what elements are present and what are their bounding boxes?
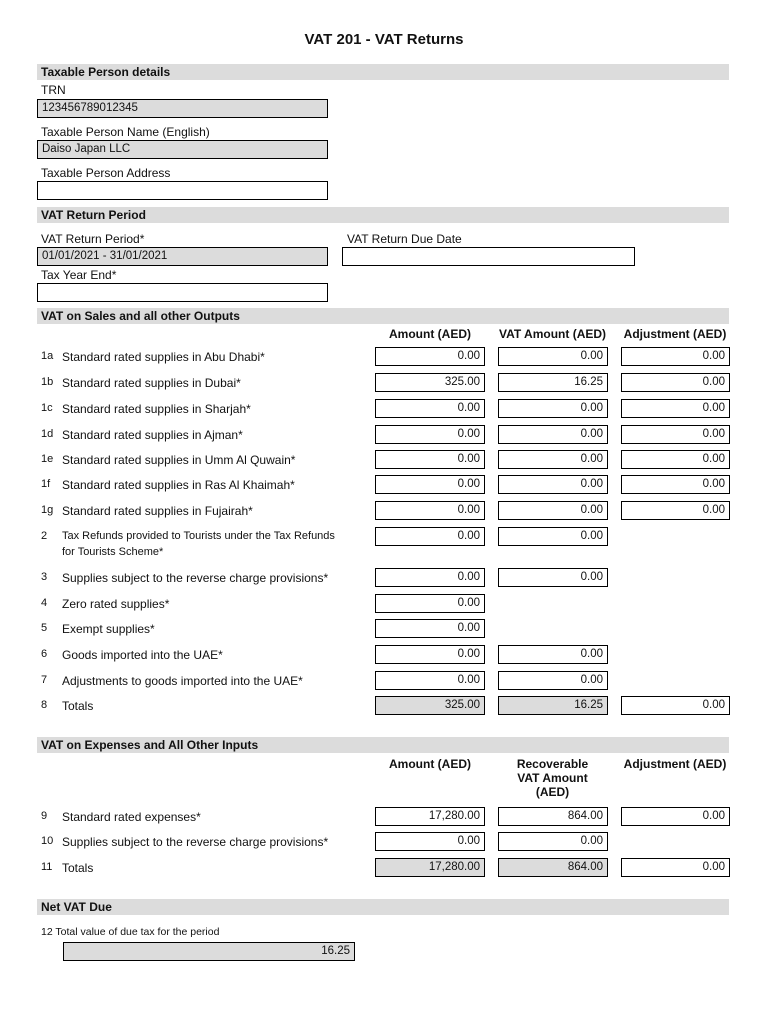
sales-col-adj: Adjustment (AED) [623,327,727,341]
vat-field[interactable]: 0.00 [498,568,608,587]
adj-field[interactable]: 0.00 [621,450,730,469]
adj-field[interactable]: 0.00 [621,807,730,826]
vat-field[interactable]: 16.25 [498,696,608,715]
period-field[interactable]: 01/01/2021 - 31/01/2021 [37,247,328,266]
row-label: Standard rated supplies in Fujairah* [62,504,253,518]
name-field[interactable]: Daiso Japan LLC [37,140,328,159]
name-label: Taxable Person Name (English) [41,125,210,139]
adj-field[interactable]: 0.00 [621,501,730,520]
amount-field[interactable]: 0.00 [375,594,485,613]
amount-field[interactable]: 325.00 [375,373,485,392]
expenses-col-vat: Recoverable VAT Amount (AED) [516,757,589,799]
address-field[interactable] [37,181,328,200]
amount-field[interactable]: 17,280.00 [375,807,485,826]
adj-field[interactable]: 0.00 [621,399,730,418]
row-number: 7 [41,674,48,686]
vat-field[interactable]: 0.00 [498,347,608,366]
row-label-continued: for Tourists Scheme* [62,546,164,558]
due-date-field[interactable] [342,247,635,266]
row-label: Standard rated supplies in Ajman* [62,428,243,442]
section-return-period: VAT Return Period [37,207,729,223]
tax-year-end-label: Tax Year End* [41,268,117,282]
amount-field[interactable]: 0.00 [375,645,485,664]
vat-field[interactable]: 864.00 [498,807,608,826]
section-expenses: VAT on Expenses and All Other Inputs [37,737,729,753]
row-label: Supplies subject to the reverse charge provisions* [62,835,329,849]
amount-field[interactable]: 0.00 [375,671,485,690]
vat-field[interactable]: 0.00 [498,475,608,494]
row-label: Zero rated supplies* [62,597,170,611]
section-sales: VAT on Sales and all other Outputs [37,308,729,324]
amount-field[interactable]: 0.00 [375,425,485,444]
amount-field[interactable]: 0.00 [375,568,485,587]
row-number: 1b [41,376,54,388]
row-label: Goods imported into the UAE* [62,648,223,662]
vat-field[interactable]: 0.00 [498,671,608,690]
vat-field[interactable]: 864.00 [498,858,608,877]
row-number: 1a [41,350,54,362]
row-number: 2 [41,530,48,542]
page-title: VAT 201 - VAT Returns [304,31,464,48]
period-label: VAT Return Period* [41,232,145,246]
row-number: 11 [41,861,53,873]
vat-field[interactable]: 0.00 [498,399,608,418]
adj-field[interactable]: 0.00 [621,373,730,392]
row-label: Standard rated supplies in Abu Dhabi* [62,350,265,364]
row-label: Exempt supplies* [62,622,155,636]
adj-field[interactable]: 0.00 [621,425,730,444]
sales-col-vat: VAT Amount (AED) [498,327,607,341]
net-vat-field[interactable]: 16.25 [63,942,355,961]
amount-field[interactable]: 17,280.00 [375,858,485,877]
row-label: Tax Refunds provided to Tourists under the Tax Refunds [62,530,335,542]
vat-field[interactable]: 16.25 [498,373,608,392]
row-label: Totals [62,699,94,713]
amount-field[interactable]: 0.00 [375,527,485,546]
trn-label: TRN [41,83,66,97]
amount-field[interactable]: 0.00 [375,347,485,366]
adj-field[interactable]: 0.00 [621,696,730,715]
row-number: 6 [41,648,48,660]
expenses-col-adj: Adjustment (AED) [623,757,727,771]
row-number: 1c [41,402,53,414]
vat-field[interactable]: 0.00 [498,450,608,469]
amount-field[interactable]: 0.00 [375,450,485,469]
row-number: 1f [41,478,51,490]
amount-field[interactable]: 0.00 [375,501,485,520]
row-number: 1d [41,428,54,440]
vat-field[interactable]: 0.00 [498,501,608,520]
amount-field[interactable]: 325.00 [375,696,485,715]
row-number: 1e [41,453,54,465]
trn-field[interactable]: 123456789012345 [37,99,328,118]
amount-field[interactable]: 0.00 [375,475,485,494]
adj-field[interactable]: 0.00 [621,475,730,494]
section-taxable-person: Taxable Person details [37,64,729,80]
address-label: Taxable Person Address [41,166,171,180]
net-vat-label: 12 Total value of due tax for the period [41,926,220,938]
row-number: 4 [41,597,48,609]
row-label: Adjustments to goods imported into the UAE* [62,674,303,688]
due-date-label: VAT Return Due Date [347,232,462,246]
tax-year-end-field[interactable] [37,283,328,302]
expenses-col-amount: Amount (AED) [389,757,471,771]
row-label: Supplies subject to the reverse charge provisions* [62,571,329,585]
row-label: Standard rated supplies in Umm Al Quwain* [62,453,296,467]
adj-field[interactable]: 0.00 [621,347,730,366]
vat-field[interactable]: 0.00 [498,645,608,664]
adj-field[interactable]: 0.00 [621,858,730,877]
row-number: 3 [41,571,48,583]
row-label: Standard rated expenses* [62,810,201,824]
vat-field[interactable]: 0.00 [498,527,608,546]
vat-field[interactable]: 0.00 [498,425,608,444]
row-number: 1g [41,504,54,516]
row-number: 10 [41,835,54,847]
row-number: 9 [41,810,48,822]
sales-col-amount: Amount (AED) [389,327,471,341]
section-net-vat: Net VAT Due [37,899,729,915]
row-label: Standard rated supplies in Sharjah* [62,402,251,416]
amount-field[interactable]: 0.00 [375,619,485,638]
row-label: Standard rated supplies in Ras Al Khaimah* [62,478,295,492]
row-number: 8 [41,699,48,711]
row-label: Totals [62,861,94,875]
row-number: 5 [41,622,48,634]
amount-field[interactable]: 0.00 [375,832,485,851]
vat-field[interactable]: 0.00 [498,832,608,851]
amount-field[interactable]: 0.00 [375,399,485,418]
row-label: Standard rated supplies in Dubai* [62,376,241,390]
